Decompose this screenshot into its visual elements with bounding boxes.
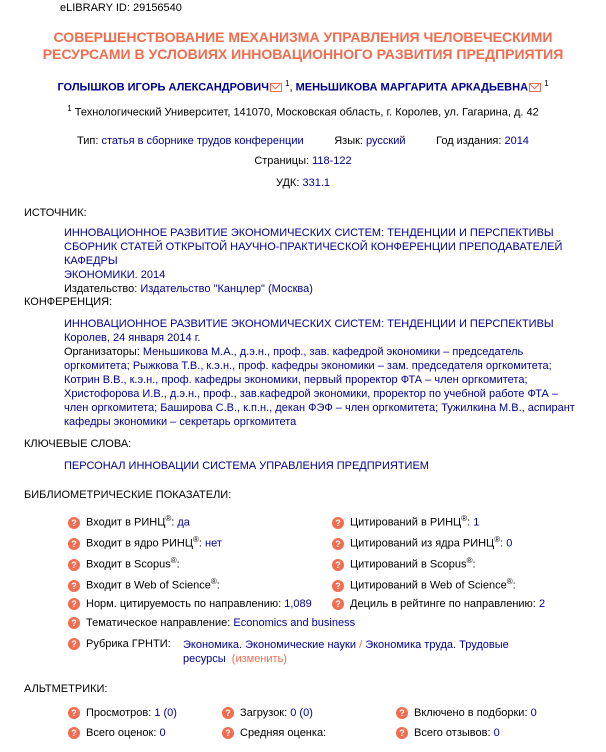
ratings-label: Всего оценок: [86,727,157,739]
biblio-left-row [68,577,220,592]
help-icon[interactable]: ? [68,517,80,529]
organizers-line: Котрин В.В., к.э.н., проф. кафедры экономики, первый проректор ФТА – член оргкомитета; [64,374,528,386]
grnti-link-2[interactable]: Экономика труда. Трудовые [365,639,509,651]
grnti-change-link[interactable]: изменить [235,653,284,665]
organizers-label: Организаторы: [64,346,140,358]
publisher-label: Издательство: [64,283,138,295]
biblio-value[interactable]: 2 [538,598,546,610]
biblio-label: Цитирований в РИНЦ [350,516,462,529]
help-icon[interactable]: ? [68,580,80,592]
avg-rating-row [222,727,326,739]
help-icon[interactable]: ? [332,517,344,529]
help-icon[interactable]: ? [396,727,408,739]
udk-label: УДК: [275,177,300,189]
biblio-colon: : [472,558,476,571]
biblio-left-row [68,535,222,550]
title-line-2: РЕСУРСАМИ В УСЛОВИЯХ ИННОВАЦИОННОГО РАЗВИТИЯ ПРЕДПРИЯТИЯ [42,46,564,62]
conference-place-date: Королев, 24 января 2014 г. [64,332,201,344]
registered-mark: ® [466,556,473,565]
reviews-value: 0 [493,727,500,739]
help-icon[interactable]: ? [332,598,344,610]
year-label: Год издания: [436,135,502,147]
author-link-2[interactable]: МЕНЬШИКОВА МАРГАРИТА АРКАДЬЕВНА [295,81,529,94]
biblio-heading: БИБЛИОМЕТРИЧЕСКИЕ ПОКАЗАТЕЛИ: [24,489,232,501]
biblio-colon: : [500,537,504,550]
source-subtitle-2: ЭКОНОМИКИ. 2014 [64,269,166,281]
biblio-value[interactable]: 1 [473,516,480,529]
biblio-label: Входит в Scopus [86,558,171,571]
type-value: статья в сборнике трудов конференции [101,135,304,147]
pages-label: Страницы: [254,155,310,167]
author-aff-1: 1 [285,79,290,88]
biblio-label: Норм. цитируемость по направлению: [86,598,282,610]
keywords-heading: КЛЮЧЕВЫЕ СЛОВА: [24,438,132,450]
biblio-label: Входит в ядро РИНЦ [86,537,194,550]
downloads-label: Загрузок: [240,707,288,719]
collections-label: Включено в подборки: [414,707,528,719]
biblio-value: да [177,516,190,529]
keyword-link[interactable]: ИННОВАЦИИ [128,460,200,472]
biblio-value[interactable]: 1,089 [284,598,312,610]
help-icon[interactable]: ? [68,538,80,550]
source-title-link[interactable]: ИННОВАЦИОННОЕ РАЗВИТИЕ ЭКОНОМИЧЕСКИХ СИСТЕМ: ТЕНДЕНЦИИ И ПЕРСПЕКТИВЫ [64,227,554,239]
biblio-label: Входит в РИНЦ [86,516,166,529]
udk-value: 331.1 [302,177,330,189]
biblio-right-row [332,598,545,610]
registered-mark: ® [461,514,468,523]
biblio-right-row [332,514,479,529]
publisher-link[interactable]: Издательство "Канцлер" [140,283,265,295]
registered-mark: ® [210,577,217,586]
biblio-label: Цитирований в Web of Science [350,579,507,592]
title-line-1: СОВЕРШЕНСТВОВАНИЕ МЕХАНИЗМА УПРАВЛЕНИЯ ЧЕЛОВЕЧЕСКИМИ [53,29,553,45]
source-block [64,226,604,296]
lang-label: Язык: [334,135,363,147]
affiliation-number: 1 [67,104,72,113]
biblio-colon: : [512,579,516,592]
keyword-link[interactable]: ПЕРСОНАЛ [64,460,126,472]
altmetrics-heading: АЛЬТМЕТРИКИ: [24,683,108,695]
avg-rating-label: Средняя оценка: [240,727,327,739]
thematic-label: Тематическое направление: [86,617,231,629]
author-link-1[interactable]: ГОЛЫШКОВ ИГОРЬ АЛЕКСАНДРОВИЧ [57,81,269,94]
biblio-right-row [332,556,476,571]
grnti-link-2-cont[interactable]: ресурсы [183,653,226,665]
biblio-value[interactable]: 0 [506,537,513,550]
registered-mark: ® [165,514,172,523]
reviews-label: Всего отзывов: [414,727,491,739]
help-icon[interactable]: ? [332,580,344,592]
affiliation [0,104,606,119]
downloads-row [222,707,313,719]
elibrary-id: eLIBRARY ID: 29156540 [60,2,182,14]
udk-row [0,177,606,189]
biblio-label: Входит в Web of Science [86,579,211,592]
organizers-line: Христофорова И.В., д.э.н., проф., зав.кафедрой экономики, проректор по учебной работе ФТА – [64,388,559,400]
views-row [68,707,177,719]
year-link[interactable]: 2014 [504,135,529,147]
biblio-colon: : [176,558,180,571]
authors: ГОЛЫШКОВ ИГОРЬ АЛЕКСАНДРОВИЧ $^1$, МЕНЬШИКОВА МАРГАРИТА АРКАДЬЕВНА $^1$ [57,79,549,94]
type-label: Тип: [77,135,99,147]
reviews-row [396,727,500,739]
biblio-colon: : [216,579,220,592]
ratings-row [68,727,166,739]
registered-mark: ® [193,535,199,544]
grnti-separator: / [359,639,363,651]
conference-link[interactable]: ИННОВАЦИОННОЕ РАЗВИТИЕ ЭКОНОМИЧЕСКИХ СИСТЕМ: ТЕНДЕНЦИИ И ПЕРСПЕКТИВЫ [64,318,554,330]
biblio-left-row [68,514,190,529]
publisher-city: (Москва) [268,283,313,295]
affiliation-text: Технологический Университет, 141070, Московская область, г. Королев, ул. Гагарина, д. 42 [74,106,539,119]
help-icon[interactable]: ? [332,538,344,550]
biblio-right-row [332,535,512,550]
organizers-line: член оргкомитета; Баширова С.В., к.п.н., декан ФЭФ – член оргкомитета; Тужилкина М.В., аспирант [64,402,575,414]
registered-mark: ® [494,535,501,544]
biblio-label: Цитирований в Scopus [350,558,467,571]
help-icon[interactable]: ? [68,707,80,719]
help-icon[interactable]: ? [68,727,80,739]
grnti-row [68,638,171,650]
source-subtitle-1: СБОРНИК СТАТЕЙ ОТКРЫТОЙ НАУЧНО-ПРАКТИЧЕСКОЙ КОНФЕРЕНЦИИ ПРЕПОДАВАТЕЛЕЙ КАФЕДРЫ [64,241,563,267]
biblio-colon: : [171,516,175,529]
grnti-label: Рубрика ГРНТИ: [86,638,171,650]
lang-value: русский [366,135,406,147]
collections-row [396,707,537,719]
registered-mark: ® [506,577,513,586]
biblio-label: Дециль в рейтинге по направлению: [350,598,536,610]
thematic-row [68,617,355,629]
biblio-colon: : [198,537,202,550]
help-icon[interactable]: ? [68,598,80,610]
email-icon[interactable] [270,83,282,92]
organizers-line: кафедры экономики – секретарь оргкомитета [64,416,297,428]
help-icon[interactable]: ? [222,707,234,719]
keywords-list [64,460,429,472]
collections-value: 0 [530,707,537,719]
pages-row [0,155,606,167]
help-icon[interactable]: ? [68,559,80,571]
views-label: Просмотров: [86,707,152,719]
ratings-value: 0 [159,727,166,739]
biblio-right-row [332,577,516,592]
conference-heading: КОНФЕРЕНЦИЯ: [24,296,113,308]
keyword-link[interactable]: СИСТЕМА УПРАВЛЕНИЯ ПРЕДПРИЯТИЕМ [202,460,429,472]
downloads-value: 0 (0) [290,707,313,719]
help-icon[interactable]: ? [222,727,234,739]
registered-mark: ® [170,556,177,565]
grnti-values: Экономика. Экономические науки / Экономика труда. Трудовые ресурсы (изменить) [183,639,509,665]
organizers-line: Меньшикова М.А., д.э.н., проф., зав. кафедрой экономики – председатель [142,346,524,358]
biblio-left-row [68,598,312,610]
help-icon[interactable]: ? [332,559,344,571]
help-icon[interactable]: ? [396,707,408,719]
email-icon[interactable] [529,83,541,92]
grnti-link-1[interactable]: Экономика. Экономические науки [183,639,357,651]
source-heading: ИСТОЧНИК: [24,207,87,219]
organizers-line: оргкомитета; Рыжкова Т.В., к.э.н., проф. кафедры экономики – зам. председателя оргкомитета; [64,360,552,372]
help-icon[interactable]: ? [68,617,80,629]
biblio-value: нет [205,537,222,550]
views-value: 1 (0) [154,707,177,719]
biblio-left-row [68,556,180,571]
meta-row [0,135,606,147]
help-icon[interactable]: ? [68,638,80,650]
biblio-colon: : [467,516,471,529]
conference-block [64,317,604,429]
author-aff-2: 1 [544,79,549,88]
article-title [0,29,606,63]
thematic-link[interactable]: Economics and business [233,617,356,629]
biblio-label: Цитирований из ядра РИНЦ [350,537,495,550]
pages-value: 118-122 [312,155,352,167]
